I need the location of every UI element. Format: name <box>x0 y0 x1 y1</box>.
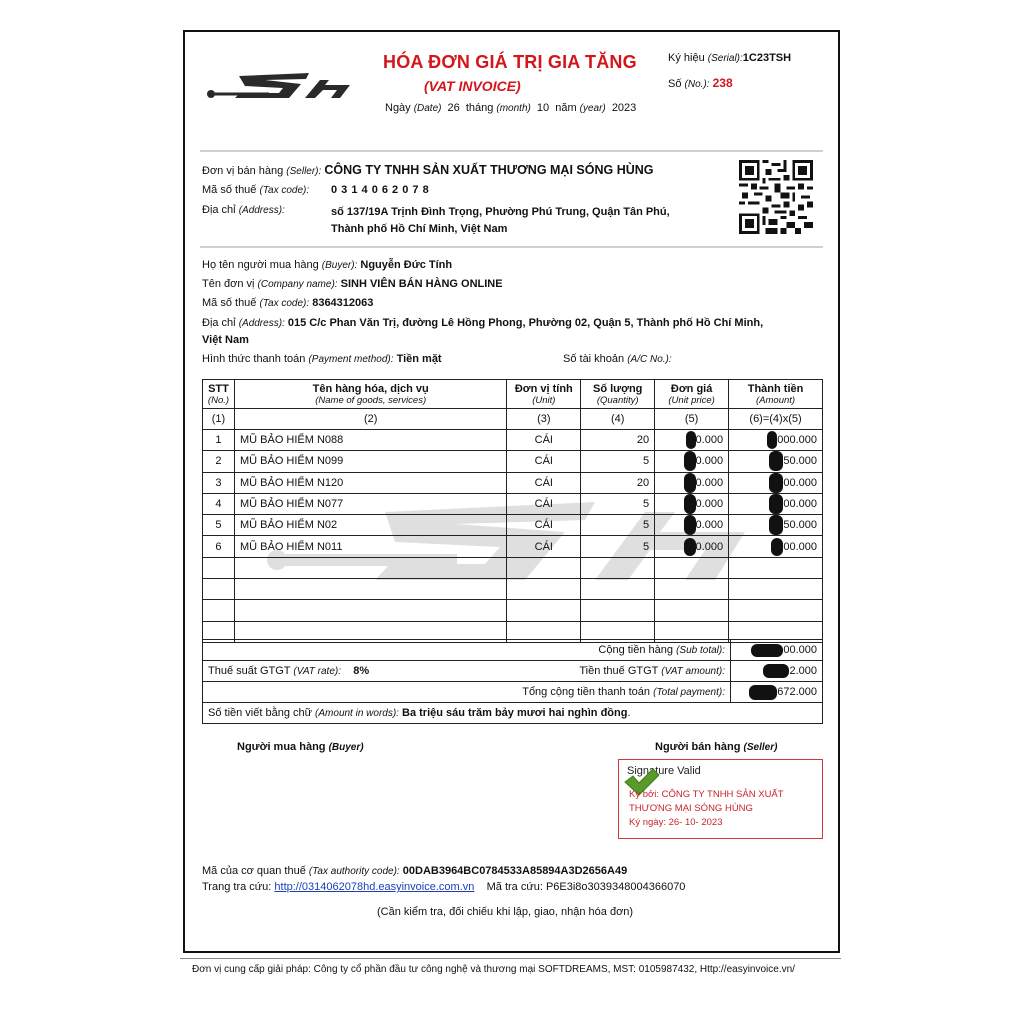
empty-row <box>203 600 823 621</box>
empty-row <box>203 557 823 578</box>
vat-amount-value: 2.000 <box>789 665 817 677</box>
invoice-subtitle: (VAT INVOICE) <box>424 78 521 94</box>
divider <box>200 246 823 248</box>
seller-tax-code: 0 3 1 4 0 6 2 0 7 8 <box>331 184 430 196</box>
sh-logo-icon <box>205 66 355 106</box>
table-row <box>203 536 823 557</box>
cell-no: 3 <box>203 472 235 493</box>
buyer-address-line2: Việt Nam <box>202 334 249 346</box>
check-note: (Cần kiểm tra, đối chiếu khi lập, giao, nhận hóa đơn) <box>377 906 634 918</box>
cell-name: MŨ BẢO HIỂM N099 <box>234 451 506 472</box>
cell-amount: 50.000 <box>729 451 823 472</box>
buyer-signature-label: Người mua hàng (Buyer) <box>237 741 364 753</box>
colnum: (1) <box>203 409 235 430</box>
seller-signature-label: Người bán hàng (Seller) <box>655 741 778 753</box>
table-row <box>203 451 823 472</box>
total-row: Tổng cộng tiền thanh toán (Total payment): 672.000 <box>203 681 822 702</box>
vat-rate-value: 8% <box>353 665 370 677</box>
cell-name: MŨ BẢO HIỂM N02 <box>234 515 506 536</box>
payment-method-row: Hình thức thanh toán (Payment method): Tiền mặt <box>202 353 442 365</box>
buyer-name-row: Họ tên người mua hàng (Buyer): Nguyễn Đức Tính <box>202 259 453 271</box>
colnum: (2) <box>234 409 506 430</box>
cell-price: 0.000 <box>655 430 729 451</box>
items-table <box>202 379 823 643</box>
cell-amount: 00.000 <box>729 472 823 493</box>
lookup-code: P6E3i8o3039348004366070 <box>545 881 686 893</box>
header-unit: Đơn vị tính (Unit) <box>507 380 581 409</box>
cell-no: 6 <box>203 536 235 557</box>
invoice-serial: Ký hiệu (Serial):1C23TSH <box>668 52 792 64</box>
lookup-link[interactable]: http://0314062078hd.easyinvoice.com.vn <box>274 881 475 893</box>
cell-unit: CÁI <box>507 515 581 536</box>
colnum: (3) <box>507 409 581 430</box>
header-amount: Thành tiền (Amount) <box>729 380 823 409</box>
cell-price: 0.000 <box>655 536 729 557</box>
header-name: Tên hàng hóa, dịch vụ (Name of goods, services) <box>234 380 506 409</box>
seller-address-label: Địa chỉ (Address): <box>202 204 285 216</box>
header-unit-price: Đơn giá (Unit price) <box>655 380 729 409</box>
qr-code-icon[interactable] <box>739 160 813 234</box>
table-row <box>203 515 823 536</box>
totals-block <box>202 639 823 724</box>
signed-by-line2: THƯƠNG MẠI SÓNG HÙNG <box>629 803 753 814</box>
cell-name: MŨ BẢO HIỂM N120 <box>234 472 506 493</box>
buyer-address-row: Địa chỉ (Address): 015 C/c Phan Văn Trị, đường Lê Hồng Phong, Phường 02, Quận 5, Thành phố Hồ Chí Minh, <box>202 317 764 329</box>
cell-unit: CÁI <box>507 451 581 472</box>
cell-unit: CÁI <box>507 430 581 451</box>
divider <box>180 958 841 959</box>
buyer-tax-row: Mã số thuế (Tax code): 8364312063 <box>202 297 374 309</box>
table-row <box>203 493 823 514</box>
cell-qty: 20 <box>581 472 655 493</box>
cell-price: 0.000 <box>655 472 729 493</box>
seller-address: số 137/19A Trịnh Đình Trọng, Phường Phú Trung, Quận Tân Phú, Thành phố Hồ Chí Minh, Việt Nam <box>331 206 670 235</box>
colnum: (4) <box>581 409 655 430</box>
cell-price: 0.000 <box>655 493 729 514</box>
cell-unit: CÁI <box>507 536 581 557</box>
cell-amount: 000.000 <box>729 430 823 451</box>
signature-valid-text: Signature Valid <box>627 765 701 777</box>
buyer-company-row: Tên đơn vị (Company name): SINH VIÊN BÁN HÀNG ONLINE <box>202 278 503 290</box>
cell-no: 2 <box>203 451 235 472</box>
invoice-page <box>183 30 840 953</box>
table-row <box>203 430 823 451</box>
digital-signature-box[interactable] <box>618 759 823 839</box>
cell-name: MŨ BẢO HIỂM N011 <box>234 536 506 557</box>
cell-no: 5 <box>203 515 235 536</box>
invoice-date: Ngày (Date) 26 tháng (month) 10 năm (year) 2023 <box>385 102 637 114</box>
empty-row <box>203 579 823 600</box>
cell-qty: 5 <box>581 493 655 514</box>
cell-price: 0.000 <box>655 451 729 472</box>
vat-row: Thuế suất GTGT (VAT rate): 8% Tiền thuế GTGT (VAT amount): 2.000 <box>203 660 822 681</box>
cell-name: MŨ BẢO HIỂM N077 <box>234 493 506 514</box>
cell-qty: 5 <box>581 515 655 536</box>
cell-price: 0.000 <box>655 515 729 536</box>
cell-qty: 5 <box>581 536 655 557</box>
subtotal-value: 00.000 <box>783 644 817 656</box>
cell-amount: 00.000 <box>729 493 823 514</box>
header-no: STT (No.) <box>203 380 235 409</box>
cell-qty: 20 <box>581 430 655 451</box>
seller-tax-label: Mã số thuế (Tax code): <box>202 184 310 196</box>
cell-name: MŨ BẢO HIỂM N088 <box>234 430 506 451</box>
cell-no: 1 <box>203 430 235 451</box>
signed-by-line1: Ký bởi: CÔNG TY TNHH SẢN XUẤT <box>629 789 784 800</box>
cell-qty: 5 <box>581 451 655 472</box>
signed-date: Ký ngày: 26- 10- 2023 <box>629 817 723 828</box>
invoice-number: Số (No.): 238 <box>668 76 733 90</box>
divider <box>200 150 823 152</box>
total-value: 672.000 <box>777 686 817 698</box>
account-number-row: Số tài khoản (A/C No.): <box>563 353 672 365</box>
cell-unit: CÁI <box>507 493 581 514</box>
table-header-row <box>203 380 823 409</box>
cell-amount: 50.000 <box>729 515 823 536</box>
amount-in-words-row: Số tiền viết bằng chữ (Amount in words): Ba triệu sáu trăm bảy mươi hai nghìn đồng . <box>203 702 822 723</box>
cell-amount: 00.000 <box>729 536 823 557</box>
cell-no: 4 <box>203 493 235 514</box>
header-quantity: Số lượng (Quantity) <box>581 380 655 409</box>
column-number-row <box>203 409 823 430</box>
tax-authority-code-row: Mã của cơ quan thuế (Tax authority code): 00DAB3964BC0784533A85894A3D2656A49 <box>202 865 628 877</box>
seller-name-row: Đơn vị bán hàng (Seller): CÔNG TY TNHH SẢN XUẤT THƯƠNG MẠI SÓNG HÙNG <box>202 163 654 177</box>
colnum: (5) <box>655 409 729 430</box>
lookup-row: Trang tra cứu: http://0314062078hd.easyinvoice.com.vn Mã tra cứu: P6E3i8o3039348004366070 <box>202 881 686 893</box>
subtotal-row: Cộng tiền hàng (Sub total): 00.000 <box>203 639 822 660</box>
colnum: (6)=(4)x(5) <box>729 409 823 430</box>
invoice-title: HÓA ĐƠN GIÁ TRỊ GIA TĂNG <box>383 52 637 72</box>
table-row <box>203 472 823 493</box>
provider-info: Đơn vị cung cấp giải pháp: Công ty cổ phần đầu tư công nghệ và thương mại SOFTDREAMS, MST: 0105987432, Http://easyinvoice.vn/ <box>192 964 795 975</box>
cell-unit: CÁI <box>507 472 581 493</box>
